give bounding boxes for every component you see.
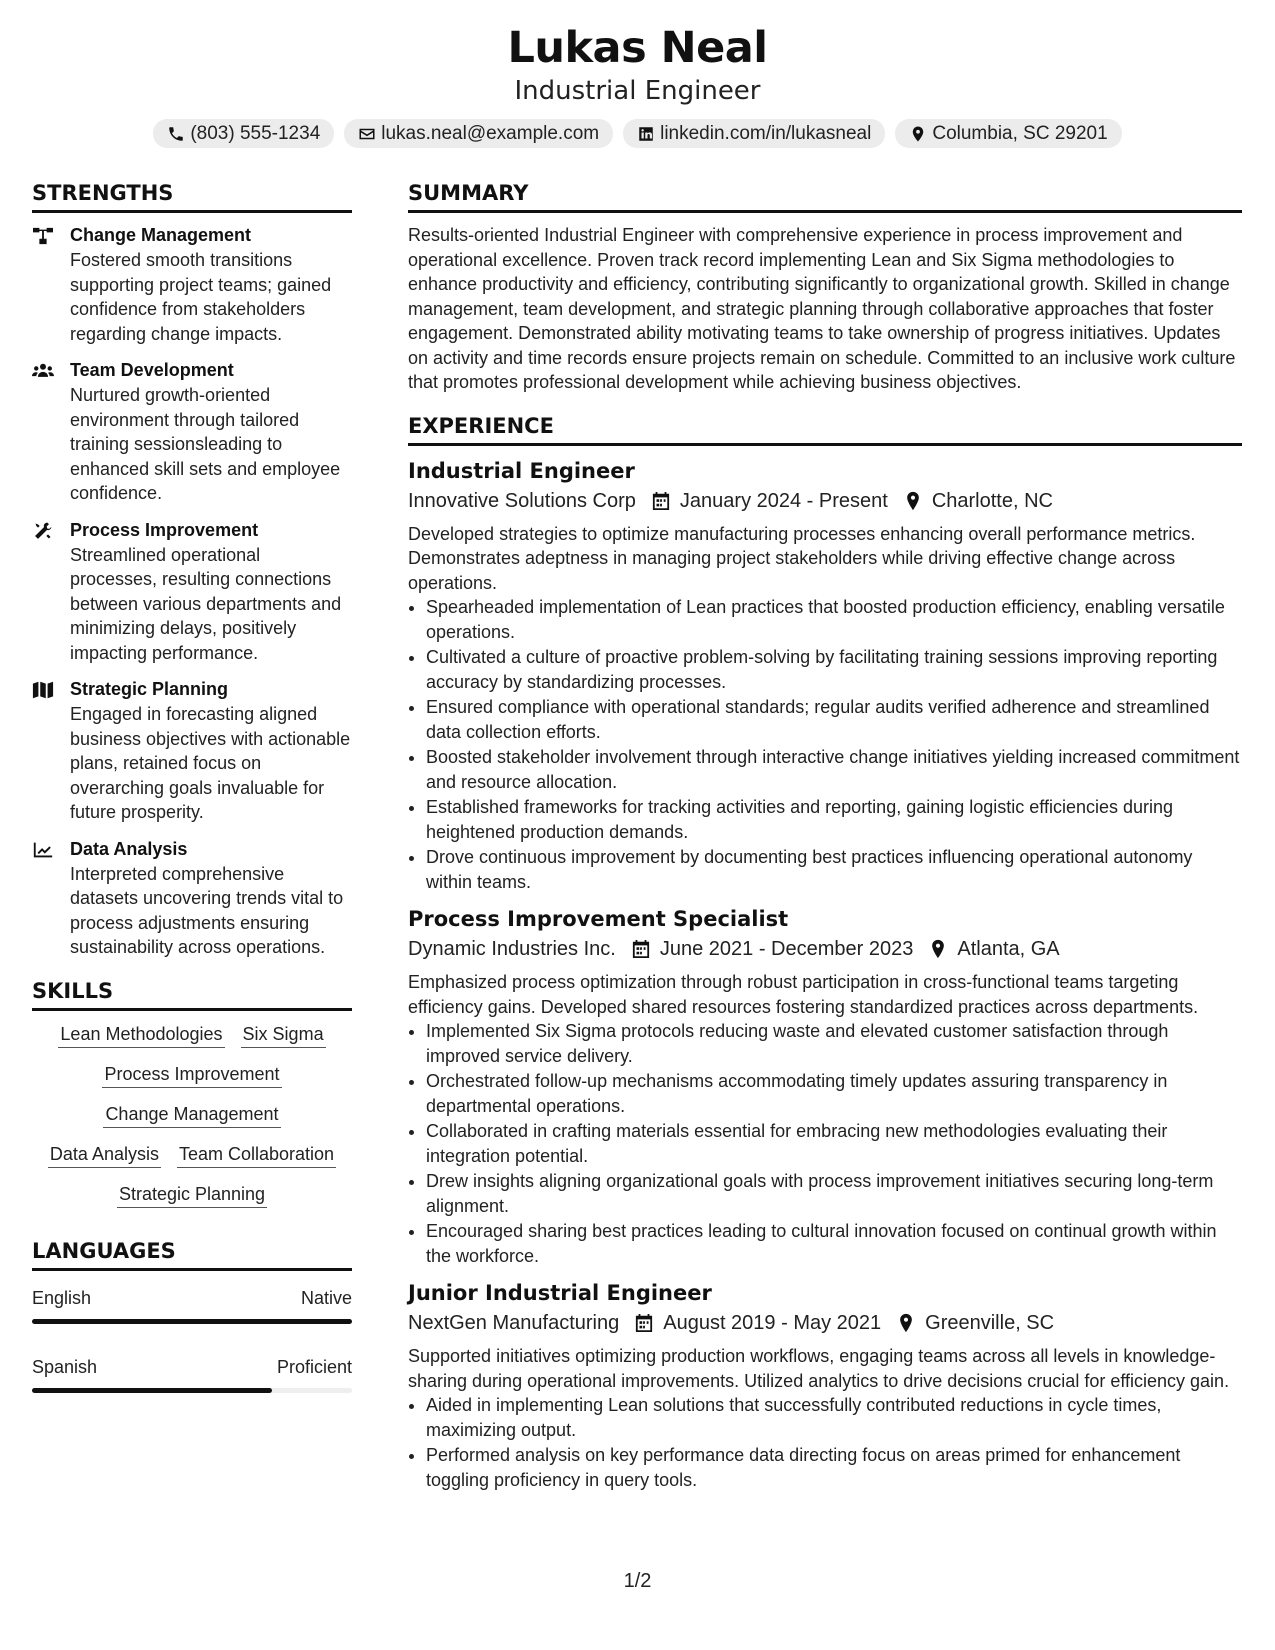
job-meta	[408, 1308, 1242, 1338]
calendar-icon	[632, 939, 650, 959]
strength-item	[32, 223, 352, 346]
contact-phone[interactable]	[153, 119, 334, 148]
skills-heading: SKILLS	[32, 976, 352, 1011]
job-company: Dynamic Industries Inc.	[408, 938, 616, 960]
job-meta	[408, 486, 1242, 516]
job-company: NextGen Manufacturing	[408, 1312, 620, 1334]
job-bullets	[408, 1019, 1242, 1268]
language-proficiency-fill	[32, 1388, 272, 1393]
job-bullet: • Encouraged sharing best practices leading to cultural innovation focused on continual growth within the workforce.	[426, 1219, 1242, 1268]
skill-tag: Change Management	[103, 1101, 280, 1128]
job-description: Supported initiatives optimizing production workflows, engaging teams across all levels in knowledge-sharing during operational improvements. Utilized analytics to drive decisions crucial for efficiency gain.	[408, 1346, 1230, 1391]
job-bullet: • Collaborated in crafting materials essential for embracing new methodologies evaluating their integration potential.	[426, 1119, 1242, 1168]
strength-item	[32, 837, 352, 960]
job-bullet: • Orchestrated follow-up mechanisms accommodating timely updates assuring transparency in departmental operations.	[426, 1069, 1242, 1118]
users-icon	[32, 361, 54, 381]
skills-list	[32, 1021, 352, 1208]
left-column	[32, 178, 352, 1415]
job-bullet: • Cultivated a culture of proactive problem-solving by facilitating training sessions improving reporting accuracy by standardizing processes.	[426, 645, 1242, 694]
skill-tag: Six Sigma	[241, 1021, 326, 1048]
job-entry	[408, 1278, 1242, 1492]
tools-icon	[32, 521, 54, 541]
job-bullet: • Drew insights aligning organizational goals with process improvement initiatives securing long-term alignment.	[426, 1169, 1242, 1218]
job-bullet: • Boosted stakeholder involvement through interactive change initiatives yielding increased commitment and resource allocation.	[426, 745, 1242, 794]
strength-title: Process Improvement	[70, 519, 259, 540]
contact-email[interactable]	[344, 119, 613, 148]
skill-tag: Strategic Planning	[117, 1181, 267, 1208]
contact-bar	[0, 119, 1275, 148]
job-location: Charlotte, NC	[931, 489, 1053, 512]
skill-tag: Team Collaboration	[177, 1141, 336, 1168]
job-company: Innovative Solutions Corp	[408, 489, 636, 512]
map-pin-icon	[897, 1313, 915, 1333]
job-dates: August 2019 - May 2021	[663, 1312, 882, 1334]
summary-text: Results-oriented Industrial Engineer with comprehensive experience in process improvement and operational excellence. Proven track record implementing Lean and Six Sigma methodologies to enhance productivity and efficiency, contributing significantly to organizational growth. Skilled in change management, team development, and strategic planning through collaborative approaches that foster engagement. Demonstrated ability motivating teams to take ownership of progress initiatives. Updates on activity and time records ensure projects remain on schedule. Committed to an inclusive work culture that promotes professional development while achieving business objectives.	[408, 225, 1236, 392]
right-column	[408, 178, 1242, 1502]
experience-heading: EXPERIENCE	[408, 411, 1242, 446]
map-pin-icon	[909, 125, 927, 143]
job-bullet: • Implemented Six Sigma protocols reducing waste and elevated customer satisfaction through improved service delivery.	[426, 1019, 1242, 1068]
job-entry	[408, 456, 1242, 895]
language-item	[32, 1354, 352, 1393]
strength-item	[32, 677, 352, 825]
language-name: Spanish	[32, 1356, 98, 1377]
envelope-icon	[358, 125, 376, 143]
job-bullet: • Spearheaded implementation of Lean practices that boosted production efficiency, enabling versatile operations.	[426, 595, 1242, 644]
strength-desc: Fostered smooth transitions supporting project teams; gained confidence from stakeholders regarding change impacts.	[70, 250, 332, 344]
page-number: 1/2	[623, 1570, 652, 1592]
job-bullet: • Drove continuous improvement by documenting best practices influencing operational autonomy within teams.	[426, 845, 1242, 894]
sitemap-icon	[32, 226, 54, 246]
strength-title: Strategic Planning	[70, 679, 229, 699]
job-bullet: • Performed analysis on key performance data directing focus on areas primed for enhancement toggling proficiency in query tools.	[426, 1443, 1242, 1492]
strength-item	[32, 358, 352, 506]
chart-line-icon	[32, 840, 54, 860]
skill-tag: Process Improvement	[102, 1061, 281, 1088]
job-meta	[408, 934, 1242, 964]
job-dates: January 2024 - Present	[679, 489, 888, 512]
strength-desc: Nurtured growth-oriented environment through tailored training sessionsleading to enhanced skill sets and employee confidence.	[70, 385, 341, 503]
contact-location	[895, 119, 1121, 148]
job-description: Emphasized process optimization through robust participation in cross-functional teams targeting efficiency gains. Developed shared resources fostering standardized practices across departments.	[408, 972, 1199, 1017]
skill-tag: Lean Methodologies	[58, 1021, 224, 1048]
languages-heading: LANGUAGES	[32, 1236, 352, 1271]
job-bullets	[408, 1393, 1242, 1492]
skill-tag: Data Analysis	[48, 1141, 161, 1168]
language-item	[32, 1285, 352, 1324]
contact-location-text: Columbia, SC 29201	[932, 122, 1108, 144]
job-description: Developed strategies to optimize manufacturing processes enhancing overall performance metrics. Demonstrates adeptness in managing project stakeholders while driving effective change across operations.	[408, 523, 1196, 593]
calendar-icon	[652, 491, 670, 511]
contact-linkedin[interactable]	[623, 119, 885, 148]
linkedin-icon	[637, 125, 655, 143]
strength-title: Team Development	[70, 360, 234, 380]
phone-icon	[167, 125, 185, 143]
job-entry	[408, 904, 1242, 1268]
contact-linkedin-text: linkedin.com/in/lukasneal	[660, 122, 872, 144]
job-bullet: • Aided in implementing Lean solutions that successfully contributed reductions in cycle times, maximizing output.	[426, 1393, 1242, 1442]
job-location: Atlanta, GA	[957, 938, 1060, 960]
language-proficiency-bar	[32, 1388, 352, 1393]
job-title: Industrial Engineer	[408, 458, 635, 483]
strength-desc: Engaged in forecasting aligned business objectives with actionable plans, retained focus on overarching goals invaluable for future prosperity.	[70, 704, 351, 822]
calendar-icon	[635, 1313, 653, 1333]
language-proficiency-fill	[32, 1319, 352, 1324]
map-icon	[32, 680, 54, 700]
strength-desc: Streamlined operational processes, resulting connections between various departments and minimizing delays, positively impacting performance.	[70, 544, 342, 663]
language-proficiency-bar	[32, 1319, 352, 1324]
strength-item	[32, 518, 352, 666]
job-title: Process Improvement Specialist	[408, 907, 789, 931]
strength-desc: Interpreted comprehensive datasets uncovering trends vital to process adjustments ensuring sustainability across operations.	[70, 863, 344, 957]
job-bullet: • Ensured compliance with operational standards; regular audits verified adherence and streamlined data collection efforts.	[426, 695, 1242, 744]
resume-header	[0, 20, 1275, 148]
contact-phone-text: (803) 555-1234	[190, 122, 321, 144]
strength-title: Data Analysis	[70, 838, 188, 859]
summary-heading: SUMMARY	[408, 178, 1242, 213]
job-title: Junior Industrial Engineer	[408, 1281, 712, 1305]
job-bullets	[408, 595, 1242, 894]
map-pin-icon	[929, 939, 947, 959]
language-name: English	[32, 1287, 92, 1308]
strengths-heading: STRENGTHS	[32, 178, 352, 213]
language-level: Native	[300, 1287, 352, 1308]
job-dates: June 2021 - December 2023	[659, 938, 914, 960]
map-pin-icon	[904, 491, 922, 511]
contact-email-text: lukas.neal@example.com	[381, 122, 600, 144]
candidate-title: Industrial Engineer	[514, 76, 761, 106]
candidate-name: Lukas Neal	[507, 23, 768, 73]
job-location: Greenville, SC	[925, 1312, 1055, 1334]
strength-title: Change Management	[70, 225, 252, 245]
job-bullet: • Established frameworks for tracking activities and reporting, gaining logistic efficiencies during heightened production demands.	[426, 795, 1242, 844]
language-level: Proficient	[276, 1356, 352, 1377]
